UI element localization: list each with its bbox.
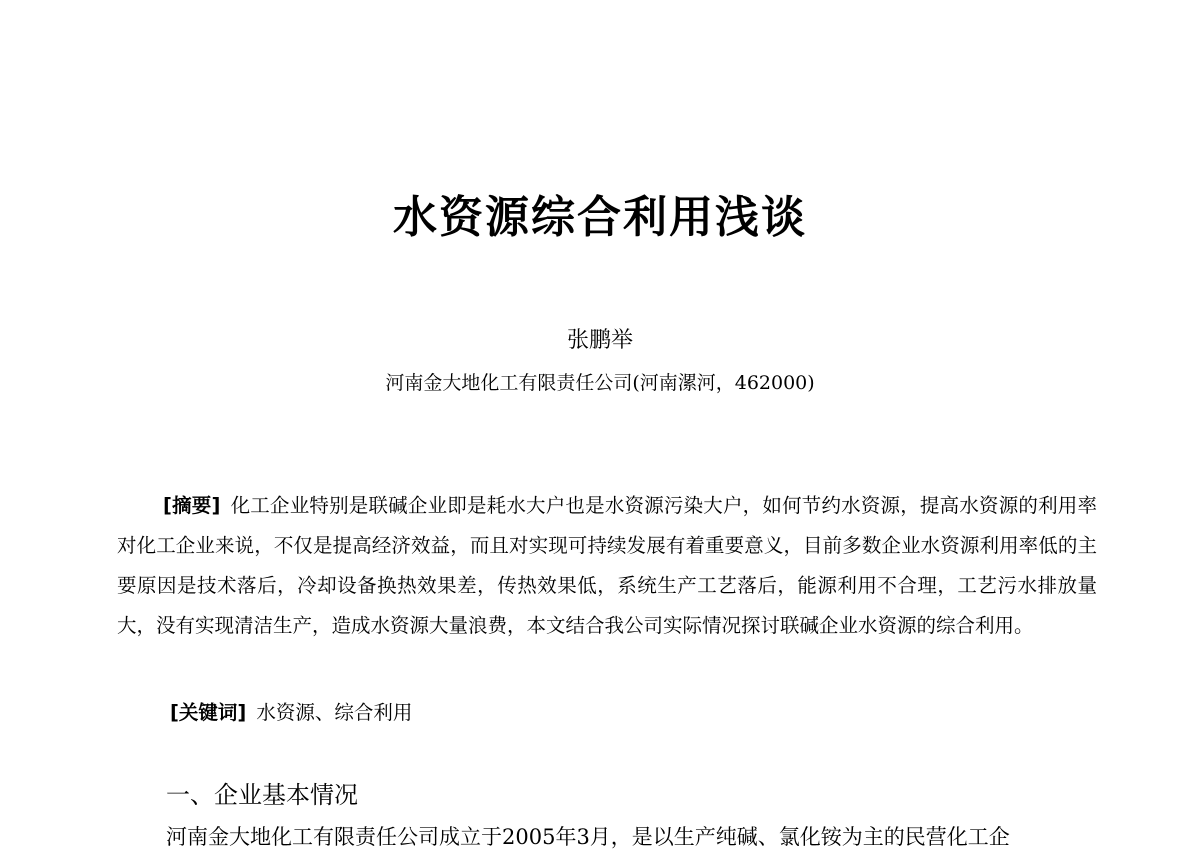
- section-heading: 一、企业基本情况: [166, 781, 358, 809]
- abstract-paragraph: [117, 486, 1097, 646]
- section-body-text: 河南金大地化工有限责任公司成立于2005年3月，是以生产纯碱、氯化铵为主的民营化工企: [166, 825, 1010, 849]
- paper-title: 水资源综合利用浅谈: [393, 192, 807, 243]
- keywords-line: [170, 693, 412, 733]
- author-affiliation: 河南金大地化工有限责任公司(河南漯河，462000): [385, 372, 815, 394]
- keywords-label: [关键词]: [170, 701, 247, 724]
- author-name: 张鹏举: [566, 328, 633, 353]
- abstract-label: [摘要]: [163, 494, 221, 517]
- abstract-text: 化工企业特别是联碱企业即是耗水大户也是水资源污染大户，如何节约水资源，提高水资源的利用率对化工企业来说，不仅是提高经济效益，而且对实现可持续发展有着重要意义，目前多数企业水资源利用率低的主要原因是技术落后，冷却设备换热效果差，传热效果低，系统生产工艺落后，能源利用不合理，工艺污水排放量大，没有实现清洁生产，造成水资源大量浪费，本文结合我公司实际情况探讨联碱企业水资源的综合利用。: [117, 494, 1097, 637]
- keywords-text: 水资源、综合利用: [256, 701, 413, 724]
